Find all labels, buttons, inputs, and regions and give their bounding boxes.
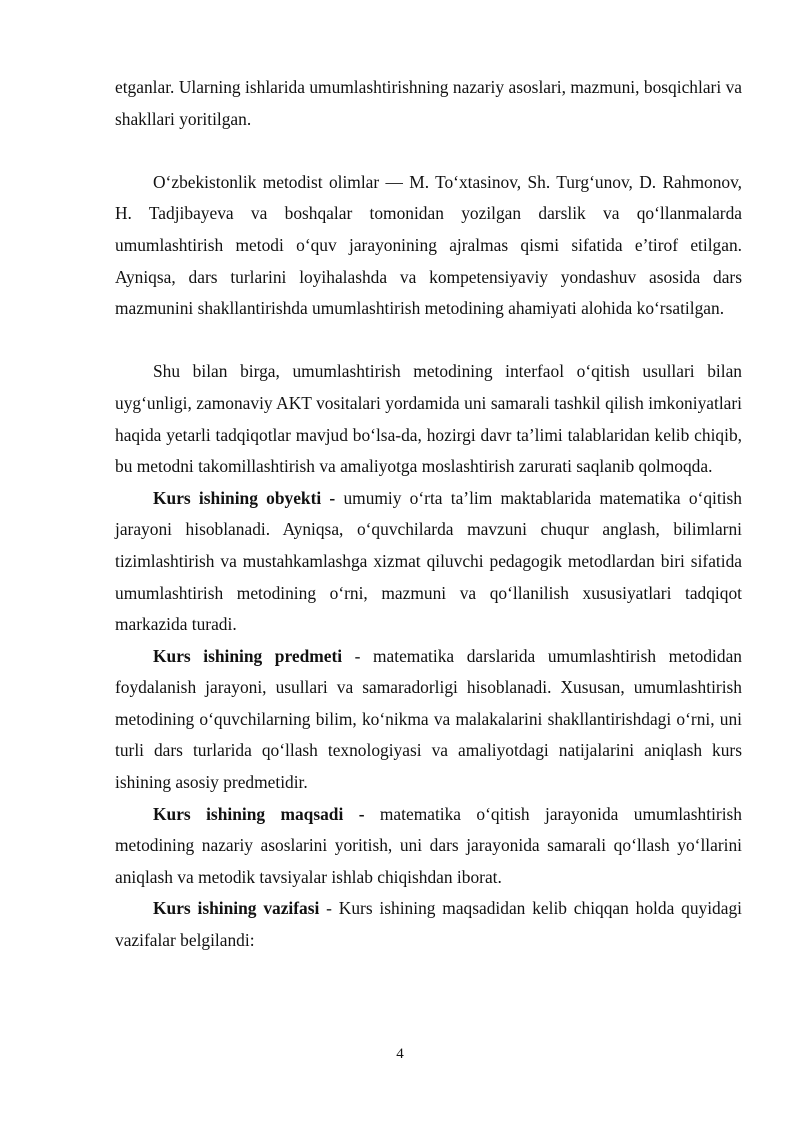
course-subject-label: Kurs ishining predmeti — [153, 645, 343, 666]
paragraph-intro-continuation: etganlar. Ularning ishlarida umumlashtirishning nazariy asoslari, mazmuni, bosqichlari va shakllari yoritilgan. — [115, 77, 742, 129]
paragraph-spacer — [115, 135, 742, 167]
paragraph-uzbek-methodologists: O‘zbekistonlik metodist olimlar — M. To‘xtasinov, Sh. Turg‘unov, D. Rahmonov, H. Tadjibayeva va boshqalar tomonidan yozilgan darslik va qo‘llanmalarda umumlashtirish metodi o‘quv jarayonining ajralmas qismi sifatida e’tirof etilgan. Ayniqsa, dars turlarini loyihalashda va kompetensiyaviy yondashuv asosida dars mazmunini shakllantirishda umumlashtirish metodining ahamiyati alohida ko‘rsatilgan. — [115, 171, 742, 319]
paragraph-course-subject — [115, 641, 742, 799]
document-page — [115, 72, 742, 957]
paragraph-research-gap: Shu bilan birga, umumlashtirish metodining interfaol o‘qitish usullari bilan uyg‘unligi, zamonaviy AKT vositalari yordamida uni samarali tashkil qilish imkoniyatlari haqida yetarli tadqiqotlar mavjud bo‘lsa-da, hozirgi davr ta’limi talablaridan kelib chiqib, bu metodni takomillashtirish va amaliyotga moslashtirish zarurati saqlanib qolmoqda. — [115, 361, 742, 477]
course-object-label: Kurs ishining obyekti - — [153, 487, 344, 508]
paragraph-course-tasks — [115, 893, 742, 956]
page-number: 4 — [396, 1046, 404, 1062]
paragraph-course-goal — [115, 799, 742, 894]
course-tasks-label: Kurs ishining vazifasi — [153, 898, 320, 919]
course-subject-text: - matematika darslarida umumlashtirish metodidan foydalanish jarayoni, usullari va samaradorligi hisoblanadi. Xususan, umumlashtirish metodining o‘quvchilarning bilim, ko‘nikma va malakalarini shakllantirishdagi o‘rni, uni turli dars turlarida qo‘llash texnologiyasi va amaliyotdagi natijalarini aniqlash kurs ishining asosiy predmetidir. — [115, 645, 743, 793]
paragraph-course-object — [115, 483, 742, 641]
paragraph-spacer — [115, 325, 742, 357]
course-object-text: umumiy o‘rta ta’lim maktablarida matematika o‘qitish jarayoni hisoblanadi. Ayniqsa, o‘quvchilarda mavzuni chuqur anglash, bilimlarni tizimlashtirish va mustahkamlashga xizmat qiluvchi pedagogik metodlardan biri sifatida umumlashtirish metodining o‘rni, mazmuni va qo‘llanilish xususiyatlari tadqiqot markazida turadi. — [115, 487, 742, 635]
course-tasks-text: - Kurs ishining maqsadidan kelib chiqqan holda quyidagi vazifalar belgilandi: — [115, 898, 742, 951]
course-goal-label: Kurs ishining maqsadi - — [153, 803, 365, 824]
course-goal-text: matematika o‘qitish jarayonida umumlashtirish metodining nazariy asoslarini yoritish, uni dars jarayonida samarali qo‘llash yo‘llarini aniqlash va metodik tavsiyalar ishlab chiqishdan iborat. — [115, 803, 742, 887]
